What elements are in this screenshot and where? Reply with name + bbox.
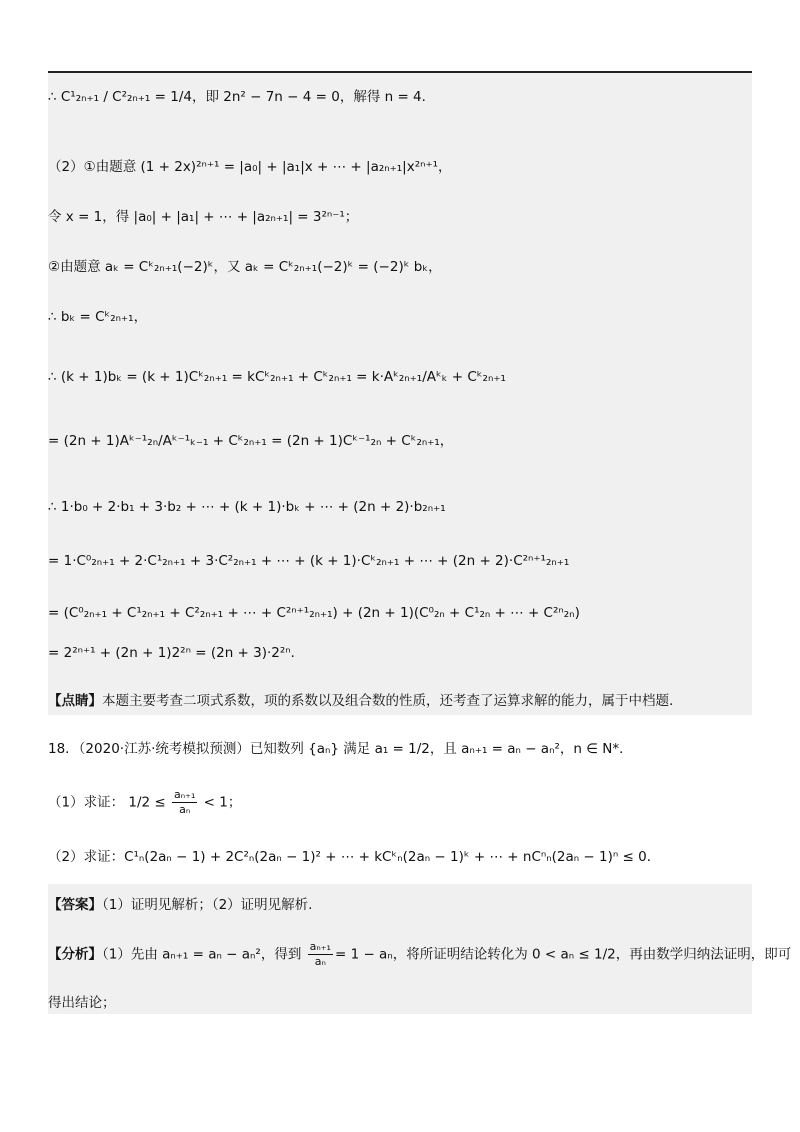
solution-line-1: ∴ C¹₂ₙ₊₁ / C²₂ₙ₊₁ = 1/4，即 2n² − 7n − 4 = 0，解得 n = 4．	[48, 89, 436, 105]
analysis-text-a: （1）先由 aₙ₊₁ = aₙ − aₙ²，得到	[102, 946, 302, 963]
solution-line-3: 令 x = 1，得 |a₀| + |a₁| + ⋯ + |a₂ₙ₊₁| = 3²ⁿ⁻¹；	[48, 209, 359, 225]
solution-line-4: ②由题意 aₖ = Cᵏ₂ₙ₊₁(−2)ᵏ，又 aₖ = Cᵏ₂ₙ₊₁(−2)ᵏ = (−2)ᵏ bₖ，	[48, 259, 442, 275]
part-1-lhs: 1/2 ≤	[128, 794, 166, 811]
solution-line-8: ∴ 1·b₀ + 2·b₁ + 3·b₂ + ⋯ + (k + 1)·bₖ + ⋯ + (2n + 2)·b₂ₙ₊₁	[48, 499, 446, 515]
part-1-label: （1）求证：	[48, 794, 125, 811]
part-1-fraction-denominator: aₙ	[179, 803, 191, 816]
analysis-line	[48, 940, 791, 969]
part-1-fraction-numerator: aₙ₊₁	[174, 788, 196, 801]
solution-line-11: = 2²ⁿ⁺¹ + (2n + 1)2²ⁿ = (2n + 3)·2²ⁿ．	[48, 645, 305, 661]
comment-text: 本题主要考查二项式系数，项的系数以及组合数的性质，还考查了运算求解的能力，属于中档题.	[102, 693, 674, 709]
analysis-line-2: 得出结论；	[48, 995, 116, 1011]
analysis-fraction-numerator: aₙ₊₁	[309, 940, 331, 953]
part-1-fraction	[172, 788, 197, 817]
analysis-fraction-denominator: aₙ	[314, 955, 326, 968]
problem-18-part-1	[48, 788, 241, 817]
comment-line	[48, 692, 673, 710]
solution-line-2: （2）①由题意 (1 + 2x)²ⁿ⁺¹ = |a₀| + |a₁|x + ⋯ + |a₂ₙ₊₁|x²ⁿ⁺¹，	[48, 159, 452, 175]
solution-line-10: = (C⁰₂ₙ₊₁ + C¹₂ₙ₊₁ + C²₂ₙ₊₁ + ⋯ + C²ⁿ⁺¹₂ₙ₊₁) + (2n + 1)(C⁰₂ₙ + C¹₂ₙ + ⋯ + C²ⁿ₂ₙ)	[48, 605, 580, 621]
part-1-rhs: < 1；	[203, 794, 242, 811]
answer-line	[48, 896, 312, 914]
problem-18-part-2: （2）求证：C¹ₙ(2aₙ − 1) + 2C²ₙ(2aₙ − 1)² + ⋯ + kCᵏₙ(2aₙ − 1)ᵏ + ⋯ + nCⁿₙ(2aₙ − 1)ⁿ ≤ 0．	[48, 849, 661, 865]
answer-text: （1）证明见解析；（2）证明见解析.	[102, 897, 313, 913]
comment-tag: 【点睛】	[48, 693, 102, 709]
solution-line-9: = 1·C⁰₂ₙ₊₁ + 2·C¹₂ₙ₊₁ + 3·C²₂ₙ₊₁ + ⋯ + (k + 1)·Cᵏ₂ₙ₊₁ + ⋯ + (2n + 2)·C²ⁿ⁺¹₂ₙ₊₁	[48, 553, 570, 569]
solution-line-6: ∴ (k + 1)bₖ = (k + 1)Cᵏ₂ₙ₊₁ = kCᵏ₂ₙ₊₁ + Cᵏ₂ₙ₊₁ = k·Aᵏ₂ₙ₊₁/Aᵏₖ + Cᵏ₂ₙ₊₁	[48, 369, 506, 385]
analysis-tag: 【分析】	[48, 946, 102, 963]
problem-18-statement: 18．（2020·江苏·统考模拟预测）已知数列 {aₙ} 满足 a₁ = 1/2，且 aₙ₊₁ = aₙ − aₙ²，n ∈ N*．	[48, 741, 633, 757]
analysis-text-b: = 1 − aₙ，将所证明结论转化为 0 < aₙ ≤ 1/2，再由数学归纳法证明，即可	[334, 946, 792, 963]
analysis-fraction	[308, 940, 333, 969]
solution-line-7: = (2n + 1)Aᵏ⁻¹₂ₙ/Aᵏ⁻¹ₖ₋₁ + Cᵏ₂ₙ₊₁ = (2n + 1)Cᵏ⁻¹₂ₙ + Cᵏ₂ₙ₊₁，	[48, 433, 454, 449]
solution-line-5: ∴ bₖ = Cᵏ₂ₙ₊₁，	[48, 309, 148, 325]
answer-tag: 【答案】	[48, 897, 102, 913]
